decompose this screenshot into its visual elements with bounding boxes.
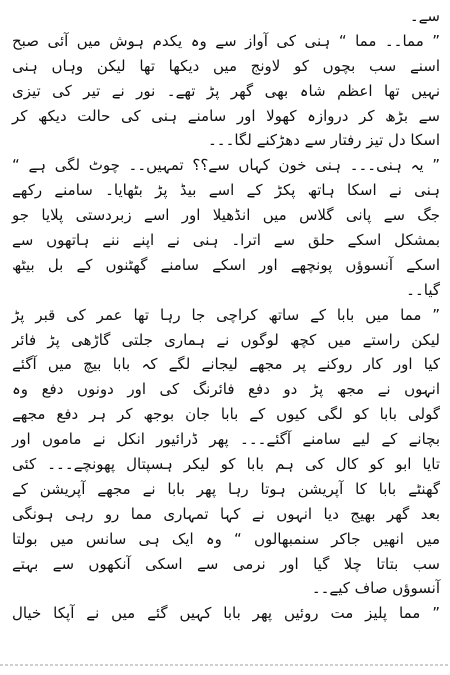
text-line: ہنی نے اسکا ہاتھ پکڑ کے اسے بیڈ پڑ بٹھایا۔ سامنے رکھے [12, 181, 440, 200]
text-line: سب بتاتا چلا گیا اور نرمی سے اسکی آنکھوں سے بہتے [12, 554, 440, 573]
text-line: ” مما میں بابا کے ساتھ کراچی جا رہا تھا عمر کی قبر پڑ [12, 305, 440, 324]
text-line: ” مما پلیز مت روئیں پھر بابا کہیں گئے میں نے آپکا خیال [12, 604, 440, 623]
text-line: آنسوؤں صاف کیے۔۔ [311, 579, 440, 598]
text-line: اسکے آنسوؤں پونچھے اور اسکے سامنے گھٹنوں کے بل بیٹھ [12, 255, 440, 274]
text-line: سے بڑھ کر دروازہ کھولا اور سامنے ہنی کی حالت دیکھ کر [12, 106, 440, 125]
text-line: گھنٹے بابا کا آپریشن ہوتا رہا پھر بابا نے مجھے آپریشن کے [12, 479, 440, 498]
text-line: گیا۔۔ [406, 280, 440, 299]
story-text [12, 4, 440, 626]
text-line: گولی بابا کو لگی کیوں کے بابا جان بوجھ کر ہر دفع مجھے [12, 405, 440, 424]
text-line: نہیں تھا اعظم شاہ بھی گھر پڑ تھے۔ نور نے تیر کی تیزی [12, 81, 440, 100]
bottom-divider [0, 664, 450, 666]
text-line: بچانے کے لیے سامنے آگئے۔۔۔ پھر ڈرائیور انکل نے ماموں اور [12, 430, 440, 449]
text-line: ” مما۔۔ مما “ ہنی کی آواز سے وہ یکدم ہوش میں آئی صبح [12, 31, 440, 50]
text-line: تایا ابو کو کال کی ہم بابا کو لیکر ہسپتال پھونچے۔۔۔ کئی [12, 455, 440, 474]
text-line: انہوں نے مجھ پڑ دو دفع فائرنگ کی اور دونوں دفع وہ [12, 380, 440, 399]
text-line: اسکا دل تیز رفتار سے دھڑکنے لگا۔۔۔ [208, 131, 440, 150]
text-line: جگ سے پانی گلاس میں انڈھیلا اور اسے زبردستی پلایا جو [12, 206, 440, 225]
text-line: لیکن راستے میں کچھ لوگوں نے ہماری جلتی گاڑھی پڑ فائر [12, 330, 440, 349]
text-line: کیا اور کار روکنے پر مجھے لیجانے لگے کہ بابا بیچ میں آگئے [12, 355, 440, 374]
text-line: بمشکل اسکے حلق سے اترا۔ ہنی نے اپنے ننے ہاتھوں سے [12, 231, 440, 250]
text-line: سے۔ [409, 7, 440, 25]
text-line: اسنے سب بچوں کو لاونج میں دیکھا تھا لیکن وہاں ہنی [12, 56, 440, 75]
text-line: میں انھیں جاکر سنمبھالوں “ وہ ایک ہی سانس میں بولتا [12, 529, 440, 548]
text-line: ” یہ ہنی۔۔۔ ہنی خون کہاں سے؟؟ تمہیں۔۔ چوٹ لگی ہے “ [12, 156, 440, 175]
text-line: بعد گھر بھیج دیا انہوں نے کہا تمہاری مما رو رہی ہونگی [12, 504, 440, 523]
